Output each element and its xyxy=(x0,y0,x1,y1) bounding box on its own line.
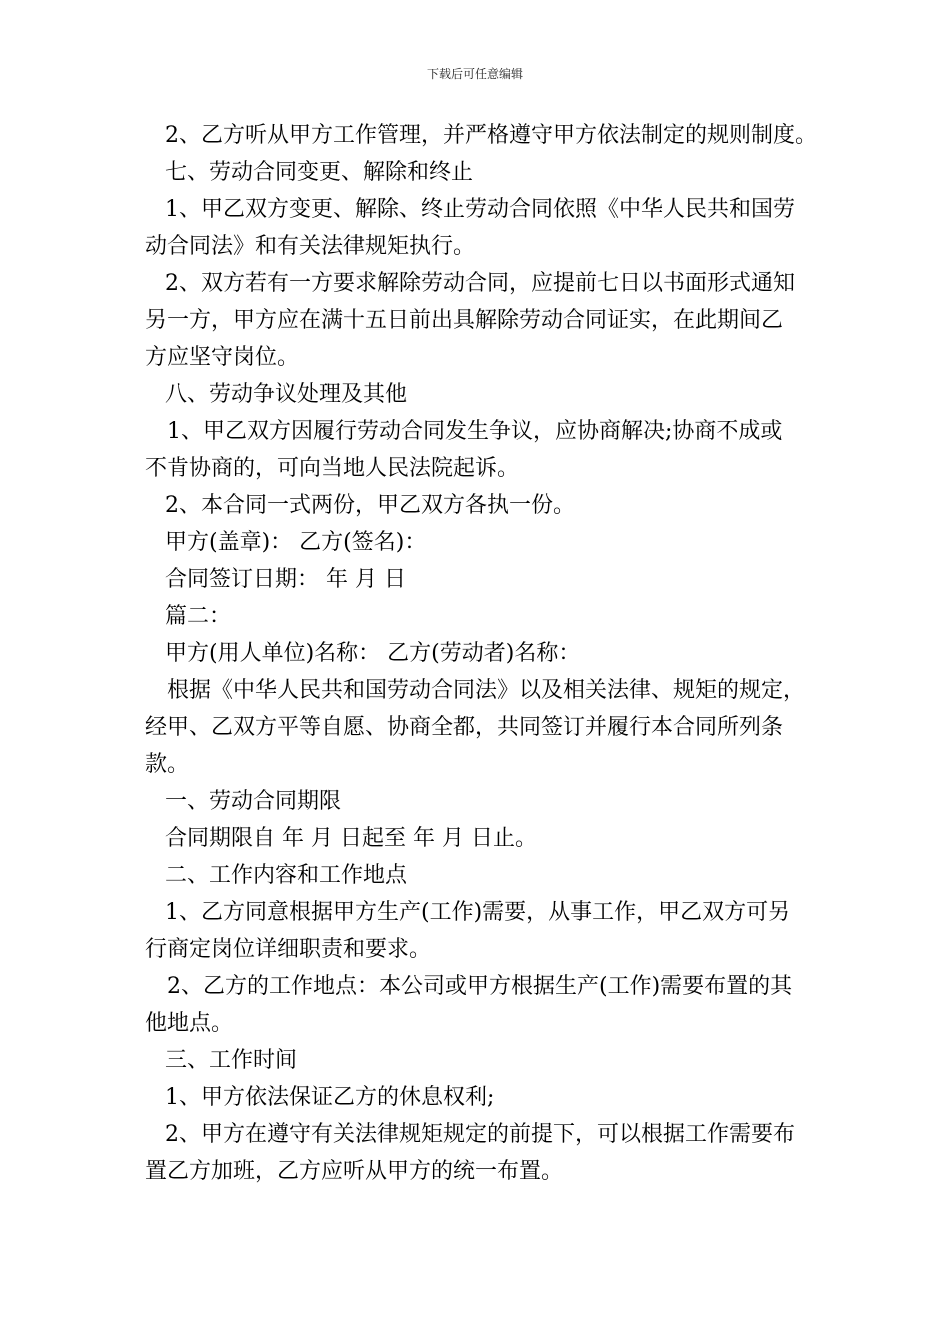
paragraph xyxy=(145,783,825,820)
paragraph xyxy=(145,1116,825,1190)
paragraph-line: 不肯协商的，可向当地人民法院起诉。 xyxy=(145,456,520,481)
paragraph-line: 动合同法》和有关法律规矩执行。 xyxy=(145,234,476,259)
paragraph xyxy=(145,894,825,968)
paragraph-line: 款。 xyxy=(145,752,190,777)
paragraph-line: 1、甲方依法保证乙方的休息权利; xyxy=(165,1085,495,1110)
paragraph xyxy=(145,561,825,598)
paragraph-line: 方应坚守岗位。 xyxy=(145,345,300,370)
paragraph xyxy=(145,413,825,487)
paragraph-line: 1、甲乙双方因履行劳动合同发生争议，应协商解决;协商不成或 xyxy=(167,419,783,444)
paragraph-line: 篇二： xyxy=(165,604,232,629)
paragraph-line: 置乙方加班，乙方应听从甲方的统一布置。 xyxy=(145,1159,564,1184)
paragraph-line: 甲方(盖章)： 乙方(签名)： xyxy=(165,530,427,555)
document-body xyxy=(145,117,825,1190)
paragraph xyxy=(145,635,825,672)
paragraph xyxy=(145,1079,825,1116)
paragraph xyxy=(145,117,825,154)
paragraph-line: 甲方(用人单位)名称： 乙方(劳动者)名称： xyxy=(165,641,581,666)
paragraph-line: 2、本合同一式两份，甲乙双方各执一份。 xyxy=(165,493,575,518)
paragraph-line: 行商定岗位详细职责和要求。 xyxy=(145,937,432,962)
paragraph xyxy=(145,968,825,1042)
paragraph-line: 他地点。 xyxy=(145,1011,234,1036)
paragraph xyxy=(145,265,825,376)
paragraph xyxy=(145,1042,825,1079)
paragraph-line: 合同签订日期： 年 月 日 xyxy=(165,567,406,592)
paragraph xyxy=(145,154,825,191)
paragraph-line: 1、乙方同意根据甲方生产(工作)需要，从事工作，甲乙双方可另 xyxy=(165,900,791,925)
paragraph xyxy=(145,376,825,413)
paragraph-line: 合同期限自 年 月 日起至 年 月 日止。 xyxy=(165,826,537,851)
paragraph xyxy=(145,524,825,561)
paragraph-line: 2、双方若有一方要求解除劳动合同，应提前七日以书面形式通知 xyxy=(165,271,795,296)
paragraph-line: 一、劳动合同期限 xyxy=(165,789,342,814)
paragraph-line: 2、乙方听从甲方工作管理，并严格遵守甲方依法制定的规则制度。 xyxy=(165,123,817,148)
paragraph-line: 另一方，甲方应在满十五日前出具解除劳动合同证实，在此期间乙 xyxy=(145,308,784,333)
paragraph xyxy=(145,191,825,265)
paragraph-line: 1、甲乙双方变更、解除、终止劳动合同依照《中华人民共和国劳 xyxy=(165,197,795,222)
paragraph xyxy=(145,598,825,635)
paragraph xyxy=(145,820,825,857)
paragraph-line: 二、工作内容和工作地点 xyxy=(165,863,408,888)
paragraph xyxy=(145,672,825,783)
page-header: 下载后可任意编辑 xyxy=(426,67,523,81)
paragraph-line: 三、工作时间 xyxy=(165,1048,298,1073)
paragraph-line: 根据《中华人民共和国劳动合同法》以及相关法律、规矩的规定， xyxy=(167,678,806,703)
paragraph xyxy=(145,487,825,524)
paragraph-line: 2、甲方在遵守有关法律规矩规定的前提下，可以根据工作需要布 xyxy=(165,1122,795,1147)
paragraph-line: 八、劳动争议处理及其他 xyxy=(165,382,408,407)
paragraph-line: 经甲、乙双方平等自愿、协商全都，共同签订并履行本合同所列条 xyxy=(145,715,784,740)
paragraph-line: 2、乙方的工作地点：本公司或甲方根据生产(工作)需要布置的其 xyxy=(167,974,793,999)
paragraph xyxy=(145,857,825,894)
paragraph-line: 七、劳动合同变更、解除和终止 xyxy=(165,160,474,185)
